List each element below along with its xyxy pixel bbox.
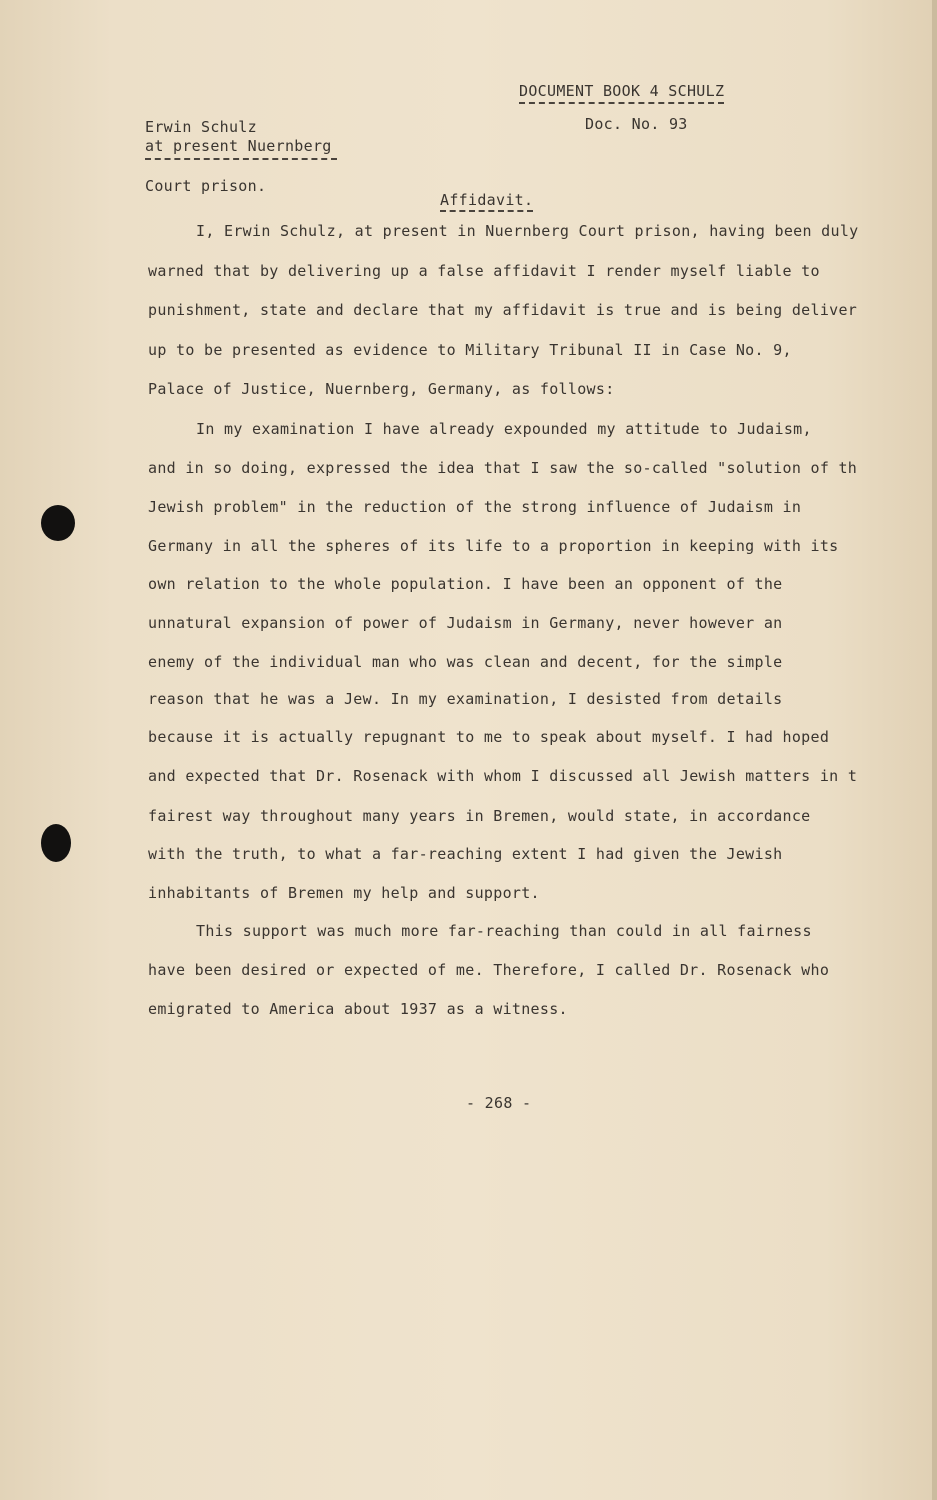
page-edge <box>932 0 937 1500</box>
address-line-2: at present Nuernberg <box>145 137 337 160</box>
body-line-3: punishment, state and declare that my affidavit is true and is being deliver <box>148 301 858 319</box>
body-line-15-end: with whom I discussed all Jewish matters in t <box>427 767 858 785</box>
body-line-11: unnatural expansion of power of Judaism in Germany, never however an <box>148 614 783 632</box>
body-line-9: Germany in all the spheres of its life to a proportion in keeping with its <box>148 537 839 555</box>
body-line-4: up to be presented as evidence to Military Tribunal II in Case No. 9, <box>148 341 792 359</box>
punch-hole-bottom <box>41 824 71 862</box>
document-book-heading: DOCUMENT BOOK 4 SCHULZ <box>519 82 724 104</box>
body-line-8: Jewish problem" in the reduction of the strong influence of Judaism in <box>148 498 802 516</box>
body-line-1: I, Erwin Schulz, at present in Nuernberg Court prison, having been duly <box>196 222 859 240</box>
body-line-10: own relation to the whole population. I have been an opponent of the <box>148 575 783 593</box>
underlined-name: Dr. Rosenack <box>315 767 428 785</box>
body-line-2: warned that by delivering up a false affidavit I render myself liable to <box>148 262 820 280</box>
body-line-5: Palace of Justice, Nuernberg, Germany, as follows: <box>148 380 615 398</box>
page-number: - 268 - <box>466 1094 532 1112</box>
body-line-15 <box>148 767 888 785</box>
punch-hole-top <box>41 505 75 541</box>
address-line-1: Erwin Schulz <box>145 118 257 136</box>
address-line-3: Court prison. <box>145 177 267 195</box>
body-line-20: have been desired or expected of me. Therefore, I called Dr. Rosenack who <box>148 961 830 979</box>
body-line-13: reason that he was a Jew. In my examination, I desisted from details <box>148 690 783 708</box>
body-line-6: In my examination I have already expounded my attitude to Judaism, <box>196 420 812 438</box>
body-line-16: fairest way throughout many years in Bremen, would state, in accordance <box>148 807 811 825</box>
body-line-19: This support was much more far-reaching than could in all fairness <box>196 922 812 940</box>
affidavit-title: Affidavit. <box>440 191 533 212</box>
body-line-12: enemy of the individual man who was clean and decent, for the simple <box>148 653 783 671</box>
body-line-15-start: and expected that <box>148 767 316 785</box>
body-line-17: with the truth, to what a far-reaching extent I had given the Jewish <box>148 845 783 863</box>
body-line-7: and in so doing, expressed the idea that I saw the so-called "solution of th <box>148 459 858 477</box>
body-line-14: because it is actually repugnant to me to speak about myself. I had hoped <box>148 728 830 746</box>
body-line-18: inhabitants of Bremen my help and support. <box>148 884 540 902</box>
doc-number: Doc. No. 93 <box>585 115 688 133</box>
body-line-21: emigrated to America about 1937 as a witness. <box>148 1000 568 1018</box>
